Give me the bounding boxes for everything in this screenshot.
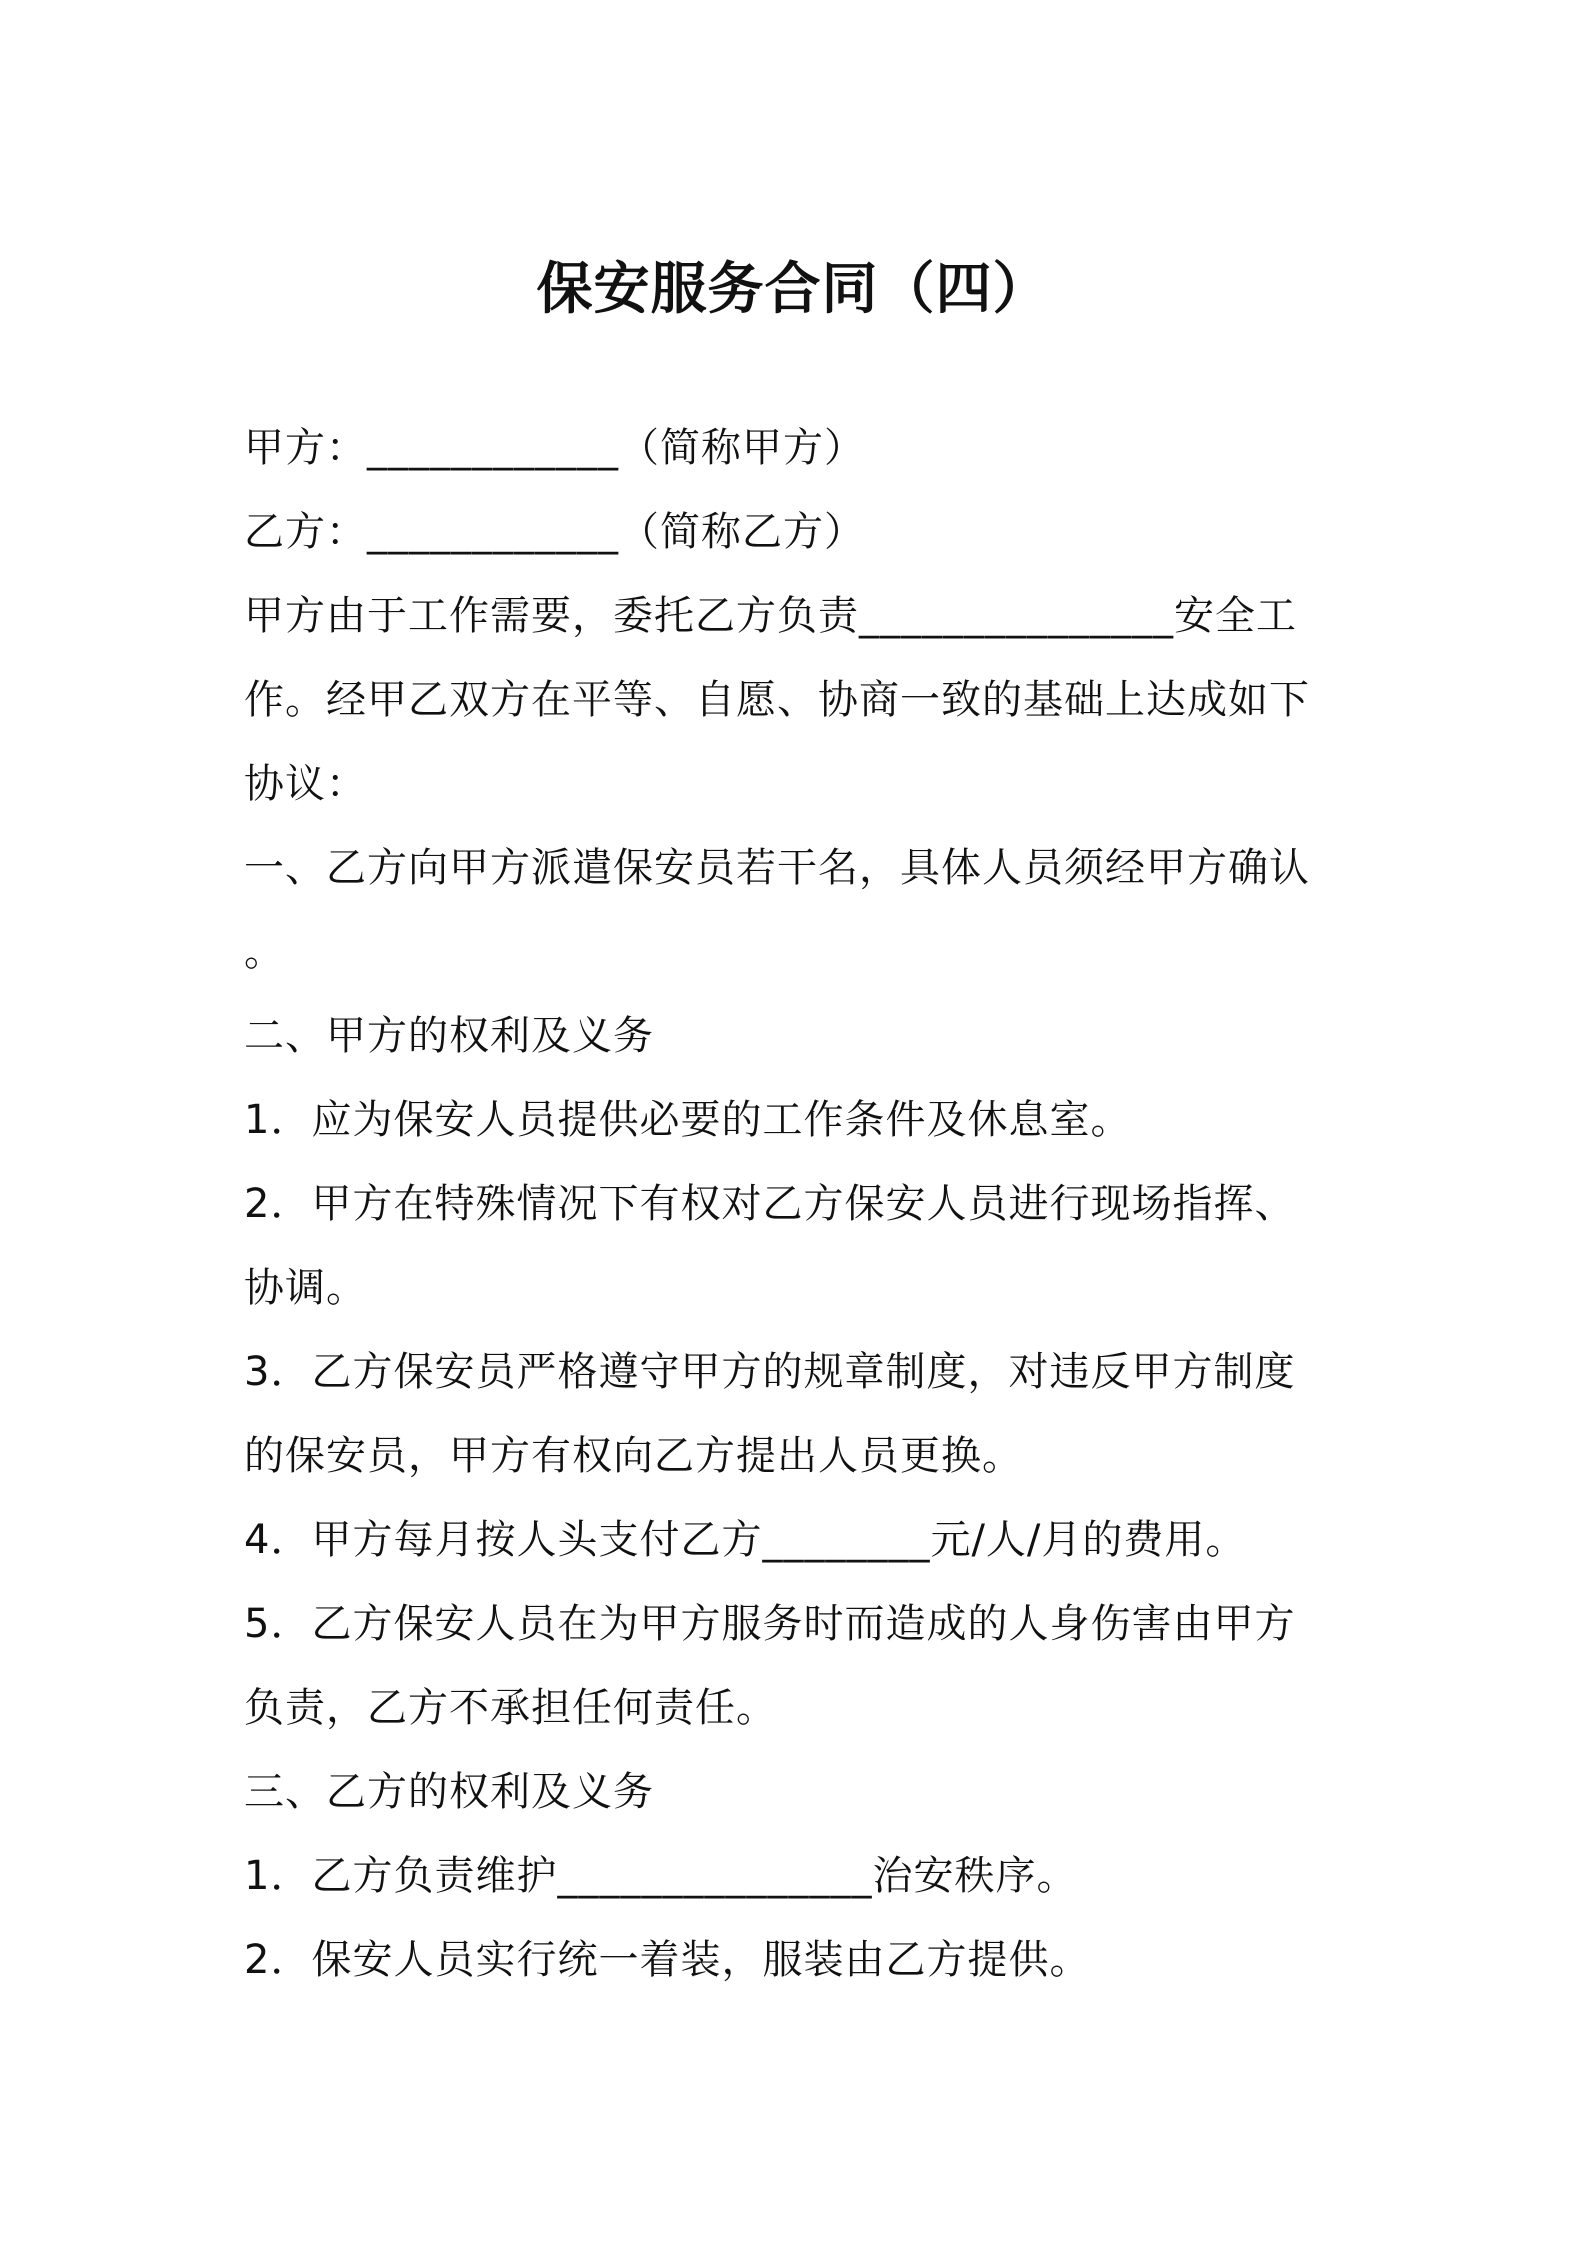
section-3-item-2: 2．保安人员实行统一着装，服装由乙方提供。 (244, 1937, 1091, 1983)
section-2-heading: 二、甲方的权利及义务 (244, 1013, 654, 1059)
section-2-item-5-line-1: 5．乙方保安人员在为甲方服务时而造成的人身伤害由甲方 (244, 1601, 1296, 1647)
intro-line-2: 作。经甲乙双方在平等、自愿、协商一致的基础上达成如下 (244, 677, 1310, 723)
document-body (244, 406, 1364, 2002)
section-3-item-1: 1．乙方负责维护_______________治安秩序。 (244, 1853, 1078, 1899)
section-2-item-3-line-2: 的保安员，甲方有权向乙方提出人员更换。 (244, 1433, 1023, 1479)
section-2-item-2-line-2: 协调。 (244, 1265, 367, 1311)
party-a-line: 甲方：____________（简称甲方） (244, 425, 865, 471)
section-1-line-2: 。 (244, 929, 285, 975)
section-2-item-1: 1．应为保安人员提供必要的工作条件及休息室。 (244, 1097, 1132, 1143)
section-2-item-4: 4．甲方每月按人头支付乙方________元/人/月的费用。 (244, 1517, 1247, 1563)
section-1-line-1: 一、乙方向甲方派遣保安员若干名，具体人员须经甲方确认 (244, 845, 1310, 891)
party-b-line: 乙方：____________（简称乙方） (244, 509, 865, 555)
section-2-item-2-line-1: 2．甲方在特殊情况下有权对乙方保安人员进行现场指挥、 (244, 1181, 1296, 1227)
intro-line-3: 协议： (244, 761, 367, 807)
intro-line-1: 甲方由于工作需要，委托乙方负责_______________安全工 (244, 593, 1297, 639)
document-title: 保安服务合同（四） (536, 257, 1050, 322)
section-3-heading: 三、乙方的权利及义务 (244, 1769, 654, 1815)
section-2-item-5-line-2: 负责，乙方不承担任何责任。 (244, 1685, 777, 1731)
section-2-item-3-line-1: 3．乙方保安员严格遵守甲方的规章制度，对违反甲方制度 (244, 1349, 1296, 1395)
